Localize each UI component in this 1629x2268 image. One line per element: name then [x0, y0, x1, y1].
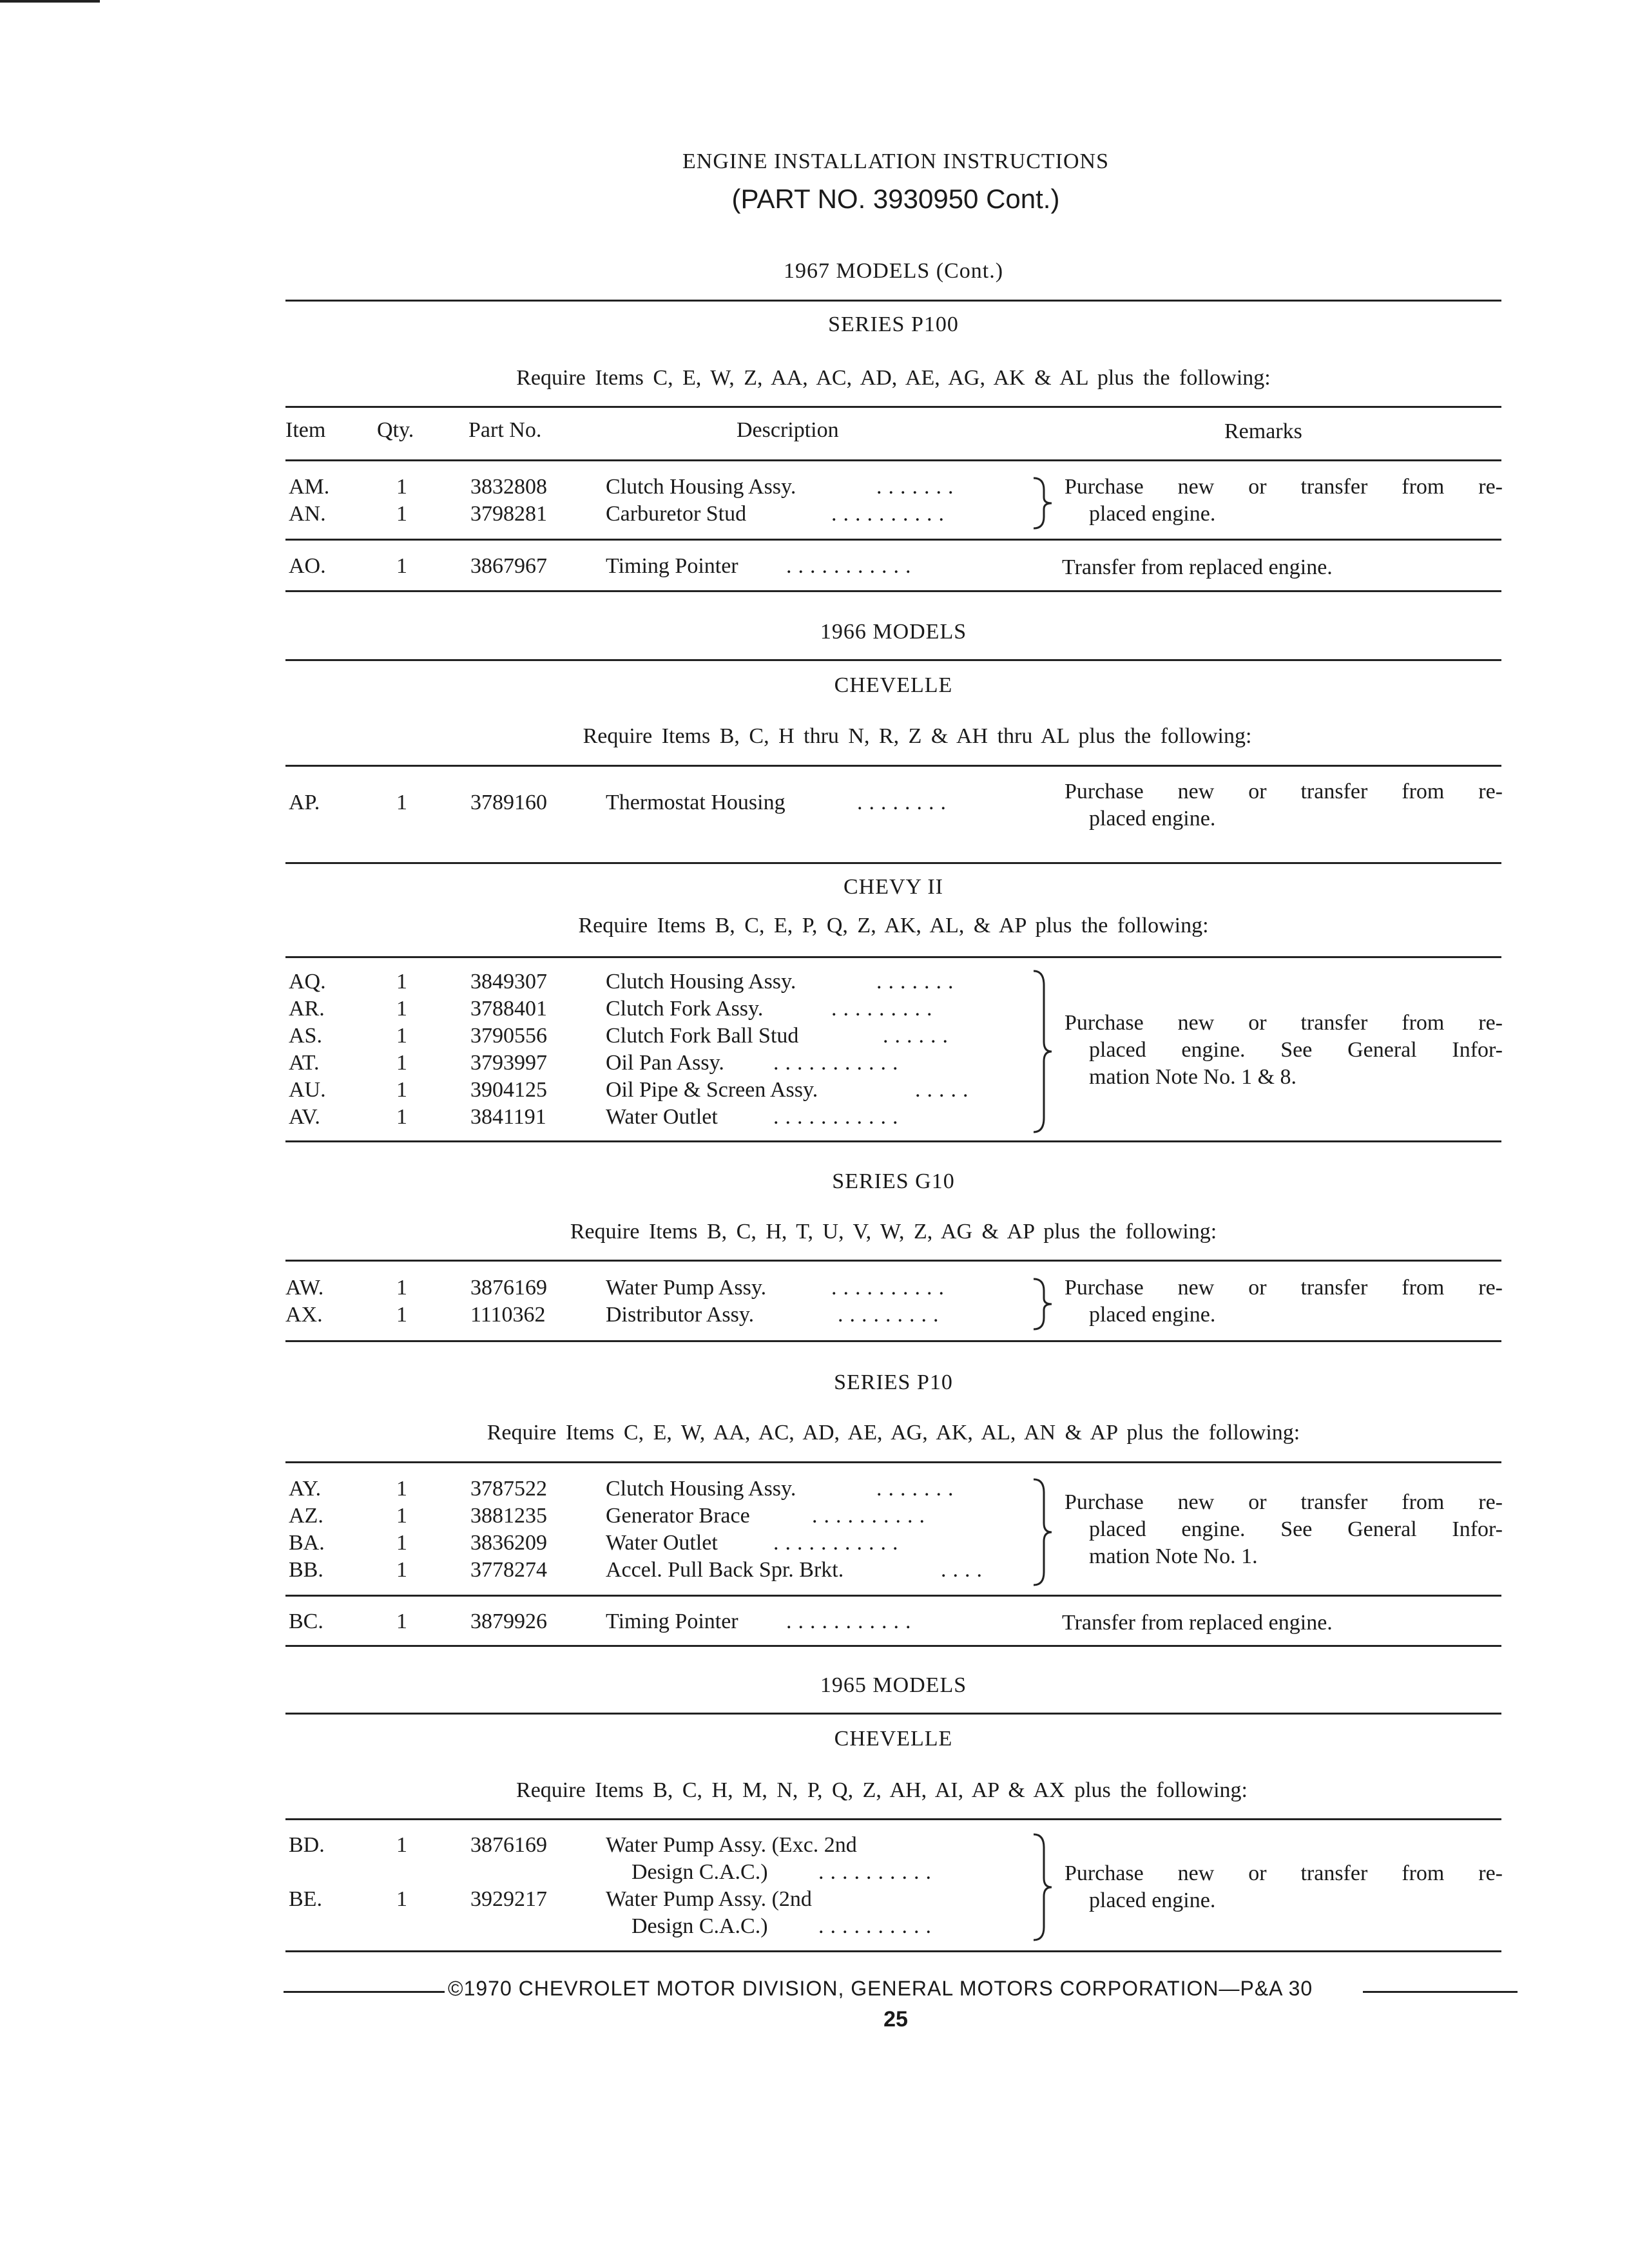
- item-code: BE.: [289, 1887, 322, 1911]
- quantity: 1: [396, 1078, 407, 1102]
- description: Oil Pan Assy.: [606, 1051, 724, 1075]
- description: Clutch Fork Assy.: [606, 997, 764, 1021]
- quantity: 1: [396, 1833, 407, 1857]
- chevelle-1966-title: CHEVELLE: [834, 673, 953, 697]
- remark-transfer: Transfer from replaced engine.: [1062, 555, 1333, 579]
- quantity: 1: [396, 554, 407, 578]
- divider: [285, 1818, 1501, 1820]
- footer-rule-left: [284, 1991, 445, 1993]
- item-code: AQ.: [289, 970, 326, 994]
- page-number: 25: [883, 2007, 908, 2032]
- leader-dots: .......: [876, 475, 960, 499]
- item-code: BD.: [289, 1833, 325, 1857]
- part-number: 3832808: [470, 475, 547, 499]
- part-number: 3904125: [470, 1078, 547, 1102]
- right-brace-icon: [1031, 477, 1057, 530]
- part-number: 3836209: [470, 1531, 547, 1555]
- right-brace-icon: [1031, 1278, 1057, 1331]
- item-code: AR.: [289, 997, 325, 1021]
- leader-dots: ........: [857, 791, 952, 814]
- column-header-item: Item: [285, 418, 326, 442]
- part-number: 3881235: [470, 1504, 547, 1528]
- part-number: 3787522: [470, 1477, 547, 1501]
- leader-dots: .........: [838, 1303, 945, 1327]
- remark-purchase-or-transfer: [1065, 1274, 1503, 1329]
- description: Clutch Housing Assy.: [606, 1477, 796, 1501]
- column-header-remarks: Remarks: [1224, 419, 1302, 443]
- divider: [285, 459, 1501, 461]
- divider: [285, 539, 1501, 541]
- item-code: AM.: [289, 475, 330, 499]
- description-continued: Design C.A.C.): [631, 1914, 768, 1938]
- quantity: 1: [396, 791, 407, 814]
- description: Water Pump Assy.: [606, 1276, 767, 1300]
- quantity: 1: [396, 475, 407, 499]
- item-code: BB.: [289, 1558, 323, 1582]
- divider: [285, 1260, 1501, 1262]
- divider: [285, 300, 1501, 302]
- description: Water Outlet: [606, 1105, 718, 1129]
- description: Distributor Assy.: [606, 1303, 755, 1327]
- description: Clutch Housing Assy.: [606, 475, 796, 499]
- leader-dots: .......: [876, 1477, 960, 1501]
- item-code: AZ.: [289, 1504, 323, 1528]
- divider: [285, 659, 1501, 661]
- series-p10-requirements: Require Items C, E, W, AA, AC, AD, AE, AG, AK, AL, AN & AP plus the following:: [487, 1421, 1300, 1445]
- right-brace-icon: [1031, 970, 1057, 1133]
- quantity: 1: [396, 1276, 407, 1300]
- quantity: 1: [396, 1051, 407, 1075]
- description: Thermostat Housing: [606, 791, 786, 814]
- part-number: 3876169: [470, 1276, 547, 1300]
- scan-edge-mark: [0, 0, 100, 3]
- footer-copyright: ©1970 CHEVROLET MOTOR DIVISION, GENERAL MOTORS CORPORATION—P&A 30: [448, 1977, 1313, 2000]
- leader-dots: ...........: [773, 1105, 905, 1129]
- item-code: AX.: [285, 1303, 323, 1327]
- footer-rule-right: [1363, 1991, 1518, 1993]
- column-header-qty: Qty.: [377, 418, 414, 442]
- part-number: 3879926: [470, 1610, 547, 1633]
- quantity: 1: [396, 1105, 407, 1129]
- remark-line: mation Note No. 1.: [1089, 1544, 1258, 1568]
- remark-line: Purchase new or transfer from re-: [1065, 1490, 1503, 1514]
- description-continued: Design C.A.C.): [631, 1860, 768, 1884]
- leader-dots: .....: [915, 1078, 975, 1102]
- divider: [285, 1461, 1501, 1463]
- quantity: 1: [396, 970, 407, 994]
- remark-line: placed engine.: [1089, 1888, 1216, 1912]
- leader-dots: ..........: [812, 1504, 931, 1528]
- part-number: 3798281: [470, 502, 547, 526]
- remark-purchase-or-transfer: [1065, 1010, 1503, 1091]
- item-code: AO.: [289, 554, 326, 578]
- item-code: BC.: [289, 1610, 323, 1633]
- quantity: 1: [396, 1610, 407, 1633]
- leader-dots: ...........: [773, 1051, 905, 1075]
- remark-line: Purchase new or transfer from re-: [1065, 1011, 1503, 1035]
- leader-dots: ...........: [773, 1531, 905, 1555]
- leader-dots: ..........: [818, 1914, 938, 1938]
- remark-line: mation Note No. 1 & 8.: [1089, 1065, 1297, 1089]
- series-p100-requirements: Require Items C, E, W, Z, AA, AC, AD, AE, AG, AK & AL plus the following:: [516, 366, 1271, 390]
- remark-purchase-or-transfer: [1065, 1489, 1503, 1570]
- divider: [285, 956, 1501, 958]
- series-p10-title: SERIES P10: [834, 1370, 953, 1394]
- part-number: 3793997: [470, 1051, 547, 1075]
- leader-dots: ..........: [831, 1276, 950, 1300]
- leader-dots: ...........: [786, 1610, 918, 1633]
- section-1965-title: 1965 MODELS: [820, 1673, 967, 1697]
- item-code: AV.: [289, 1105, 320, 1129]
- remark-line: placed engine.: [1089, 807, 1216, 831]
- item-code: AN.: [289, 502, 326, 526]
- remark-line: placed engine.: [1089, 502, 1216, 526]
- description: Generator Brace: [606, 1504, 750, 1528]
- description: Timing Pointer: [606, 1610, 738, 1633]
- description: Carburetor Stud: [606, 502, 747, 526]
- quantity: 1: [396, 1024, 407, 1048]
- series-g10-requirements: Require Items B, C, H, T, U, V, W, Z, AG & AP plus the following:: [570, 1220, 1217, 1244]
- leader-dots: .........: [831, 997, 939, 1021]
- description: Water Pump Assy. (2nd: [606, 1887, 812, 1911]
- leader-dots: ..........: [818, 1860, 938, 1884]
- description: Water Outlet: [606, 1531, 718, 1555]
- part-number: 3929217: [470, 1887, 547, 1911]
- item-code: AP.: [289, 791, 320, 814]
- divider: [285, 1645, 1501, 1647]
- part-number: 3849307: [470, 970, 547, 994]
- series-g10-title: SERIES G10: [832, 1169, 955, 1193]
- remark-line: placed engine. See General Infor-: [1089, 1038, 1503, 1062]
- quantity: 1: [396, 1303, 407, 1327]
- leader-dots: ....: [941, 1558, 988, 1582]
- divider: [285, 1950, 1501, 1952]
- remark-purchase-or-transfer: [1065, 1860, 1503, 1914]
- item-code: AS.: [289, 1024, 322, 1048]
- description: Oil Pipe & Screen Assy.: [606, 1078, 818, 1102]
- divider: [285, 765, 1501, 767]
- remark-line: Purchase new or transfer from re-: [1065, 475, 1503, 499]
- quantity: 1: [396, 1477, 407, 1501]
- item-code: AW.: [285, 1276, 324, 1300]
- divider: [285, 590, 1501, 592]
- remark-line: placed engine. See General Infor-: [1089, 1517, 1503, 1541]
- part-number: 3788401: [470, 997, 547, 1021]
- remark-purchase-or-transfer: [1065, 474, 1503, 528]
- quantity: 1: [396, 1531, 407, 1555]
- remark-purchase-or-transfer: [1065, 778, 1503, 832]
- description: Clutch Housing Assy.: [606, 970, 796, 994]
- leader-dots: ...........: [786, 554, 918, 578]
- divider: [285, 1340, 1501, 1342]
- remark-line: placed engine.: [1089, 1303, 1216, 1327]
- part-number: 3876169: [470, 1833, 547, 1857]
- chevy-ii-requirements: Require Items B, C, E, P, Q, Z, AK, AL, & AP plus the following:: [578, 914, 1209, 937]
- part-number: 3790556: [470, 1024, 547, 1048]
- part-number: 3867967: [470, 554, 547, 578]
- leader-dots: .......: [876, 970, 960, 994]
- section-1966-title: 1966 MODELS: [820, 620, 967, 644]
- chevelle-1965-title: CHEVELLE: [834, 1727, 953, 1751]
- remark-transfer: Transfer from replaced engine.: [1062, 1611, 1333, 1635]
- item-code: AY.: [289, 1477, 322, 1501]
- description: Water Pump Assy. (Exc. 2nd: [606, 1833, 857, 1857]
- chevelle-1965-requirements: Require Items B, C, H, M, N, P, Q, Z, AH, AI, AP & AX plus the following:: [516, 1778, 1248, 1802]
- section-1967-title: 1967 MODELS (Cont.): [783, 259, 1004, 283]
- column-header-description: Description: [737, 418, 839, 442]
- remark-line: Purchase new or transfer from re-: [1065, 1276, 1503, 1300]
- quantity: 1: [396, 1558, 407, 1582]
- remark-line: Purchase new or transfer from re-: [1065, 1861, 1503, 1885]
- chevelle-1966-requirements: Require Items B, C, H thru N, R, Z & AH thru AL plus the following:: [583, 724, 1252, 748]
- description: Clutch Fork Ball Stud: [606, 1024, 799, 1048]
- item-code: AU.: [289, 1078, 326, 1102]
- remark-line: Purchase new or transfer from re-: [1065, 780, 1503, 803]
- item-code: BA.: [289, 1531, 325, 1555]
- description: Timing Pointer: [606, 554, 738, 578]
- item-code: AT.: [289, 1051, 320, 1075]
- part-number: 1110362: [470, 1303, 546, 1327]
- chevy-ii-title: CHEVY II: [843, 875, 943, 899]
- quantity: 1: [396, 1887, 407, 1911]
- part-number: 3789160: [470, 791, 547, 814]
- divider: [285, 1595, 1501, 1597]
- description: Accel. Pull Back Spr. Brkt.: [606, 1558, 844, 1582]
- document-title: ENGINE INSTALLATION INSTRUCTIONS: [682, 149, 1109, 173]
- series-p100-title: SERIES P100: [828, 312, 959, 336]
- part-number: 3778274: [470, 1558, 547, 1582]
- quantity: 1: [396, 502, 407, 526]
- divider: [285, 862, 1501, 864]
- right-brace-icon: [1031, 1478, 1057, 1586]
- quantity: 1: [396, 1504, 407, 1528]
- divider: [285, 1713, 1501, 1715]
- right-brace-icon: [1031, 1833, 1057, 1941]
- column-header-part-no: Part No.: [468, 418, 542, 442]
- divider: [285, 406, 1501, 408]
- quantity: 1: [396, 997, 407, 1021]
- divider: [285, 1140, 1501, 1142]
- part-number: 3841191: [470, 1105, 546, 1129]
- leader-dots: ......: [883, 1024, 954, 1048]
- document-subtitle: (PART NO. 3930950 Cont.): [731, 184, 1060, 214]
- leader-dots: ..........: [831, 502, 950, 526]
